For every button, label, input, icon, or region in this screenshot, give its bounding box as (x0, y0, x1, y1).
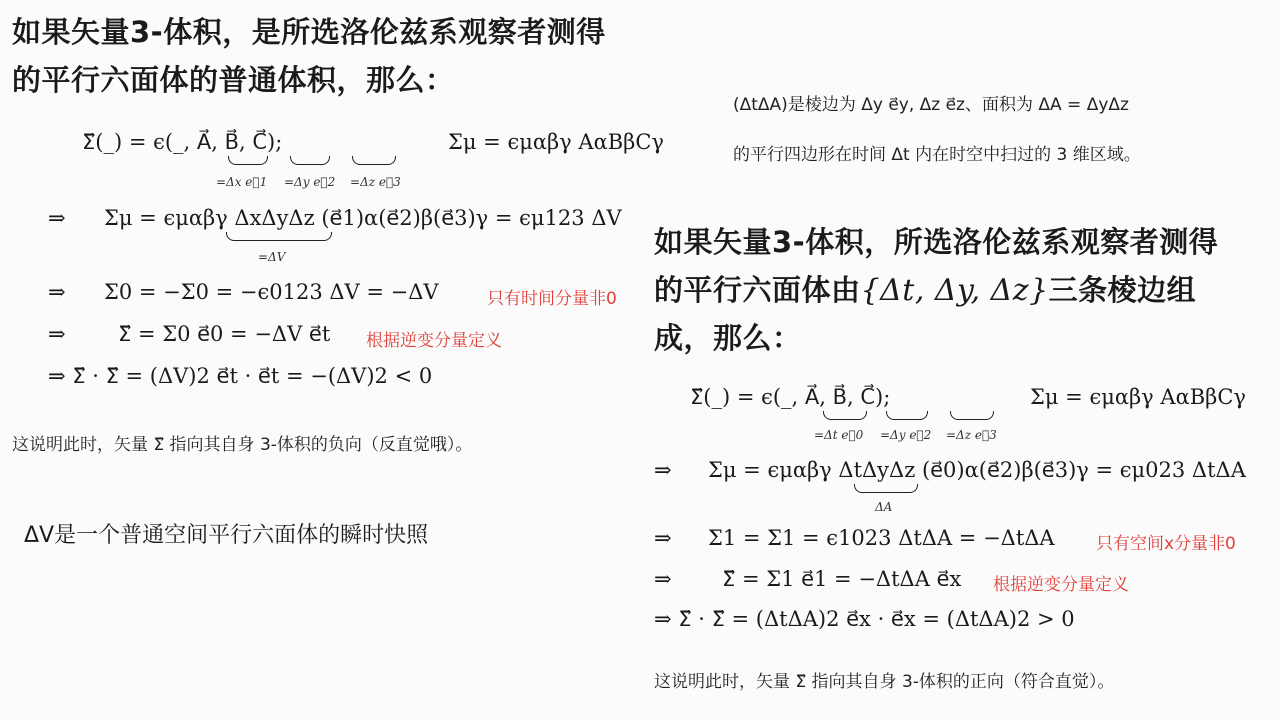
left-eq1-under2: =Δy e⃗2 (284, 175, 336, 189)
right-eq1-brace-b (886, 411, 928, 420)
right-eq5: ⇒ Σ⃗ · Σ⃗ = (ΔtΔA)2 e⃗x · e⃗x = (ΔtΔA)2 > 0 (654, 607, 1075, 631)
right-heading-math: {Δt, Δy, Δz} (860, 273, 1049, 308)
right-eq3-note: 只有空间x分量非0 (1096, 534, 1236, 554)
left-eq1-brace-c (352, 156, 396, 165)
left-eq3-note: 只有时间分量非0 (487, 289, 617, 309)
right-eq4: Σ⃗ = Σ1 e⃗1 = −ΔtΔA e⃗x (722, 567, 962, 591)
right-heading-line3: 成，那么： (654, 321, 802, 355)
left-eq3-implies: ⇒ (48, 280, 66, 304)
left-eq5: ⇒ Σ⃗ · Σ⃗ = (ΔV)2 e⃗t · e⃗t = −(ΔV)2 < 0 (48, 364, 433, 388)
delta-v-note: ΔV是一个普通空间平行六面体的瞬时快照 (24, 523, 429, 548)
left-eq2-brace (226, 232, 332, 241)
right-eq1-rhs: Σμ = ϵμαβγ AαBβCγ (1030, 385, 1246, 409)
left-eq1-under1: =Δx e⃗1 (216, 175, 268, 189)
left-conclusion: 这说明此时，矢量 Σ⃗ 指向其自身 3-体积的负向（反直觉哦）。 (12, 435, 473, 455)
left-eq4: Σ⃗ = Σ0 e⃗0 = −ΔV e⃗t (118, 322, 331, 346)
right-eq1-lhs: Σ⃗(_) = ϵ(_, A⃗, B⃗, C⃗); (690, 385, 891, 409)
left-eq1-brace-a (228, 156, 268, 165)
right-eq1-brace-c (950, 411, 994, 420)
right-eq3-implies: ⇒ (654, 526, 672, 550)
right-desc-line1: (ΔtΔA)是棱边为 Δy e⃗y, Δz e⃗z、面积为 ΔA = ΔyΔz (733, 95, 1129, 115)
right-eq2: Σμ = ϵμαβγ ΔtΔyΔz (e⃗0)α(e⃗2)β(e⃗3)γ = ϵμ023 ΔtΔA (708, 458, 1246, 482)
right-eq1-brace-a (823, 411, 867, 420)
left-eq1-brace-b (290, 156, 330, 165)
right-eq4-note: 根据逆变分量定义 (993, 575, 1129, 595)
right-eq1-under1: =Δt e⃗0 (814, 428, 864, 442)
left-eq1-rhs: Σμ = ϵμαβγ AαBβCγ (448, 130, 664, 154)
right-heading-line2-a: 的平行六面体由 (654, 273, 861, 307)
left-eq1-under3: =Δz e⃗3 (350, 175, 401, 189)
left-eq4-implies: ⇒ (48, 322, 66, 346)
right-heading-line1: 如果矢量3-体积，所选洛伦兹系观察者测得 (654, 225, 1219, 259)
right-eq4-implies: ⇒ (654, 567, 672, 591)
right-eq3: Σ1 = Σ1 = ϵ1023 ΔtΔA = −ΔtΔA (708, 526, 1055, 550)
right-conclusion: 这说明此时，矢量 Σ⃗ 指向其自身 3-体积的正向（符合直觉）。 (654, 672, 1115, 692)
left-eq3: Σ0 = −Σ0 = −ϵ0123 ΔV = −ΔV (104, 280, 439, 304)
left-eq2-under: =ΔV (258, 250, 286, 264)
left-heading-line1: 如果矢量3-体积，是所选洛伦兹系观察者测得 (12, 15, 606, 49)
left-eq2-implies: ⇒ (48, 206, 66, 230)
right-eq2-under: ΔA (875, 500, 893, 514)
left-heading-line2: 的平行六面体的普通体积，那么： (12, 63, 455, 97)
right-eq2-implies: ⇒ (654, 458, 672, 482)
left-eq4-note: 根据逆变分量定义 (366, 331, 502, 351)
right-desc-line2: 的平行四边形在时间 Δt 内在时空中扫过的 3 维区域。 (733, 145, 1141, 165)
right-eq1-under3: =Δz e⃗3 (946, 428, 997, 442)
left-eq2: Σμ = ϵμαβγ ΔxΔyΔz (e⃗1)α(e⃗2)β(e⃗3)γ = ϵμ123 ΔV (104, 206, 622, 230)
right-eq1-under2: =Δy e⃗2 (880, 428, 932, 442)
right-heading-line2 (654, 268, 1196, 309)
right-eq2-brace (854, 484, 918, 493)
left-eq1-lhs: Σ⃗(_) = ϵ(_, A⃗, B⃗, C⃗); (82, 130, 283, 154)
right-heading-line2-b: 三条棱边组 (1048, 273, 1197, 307)
